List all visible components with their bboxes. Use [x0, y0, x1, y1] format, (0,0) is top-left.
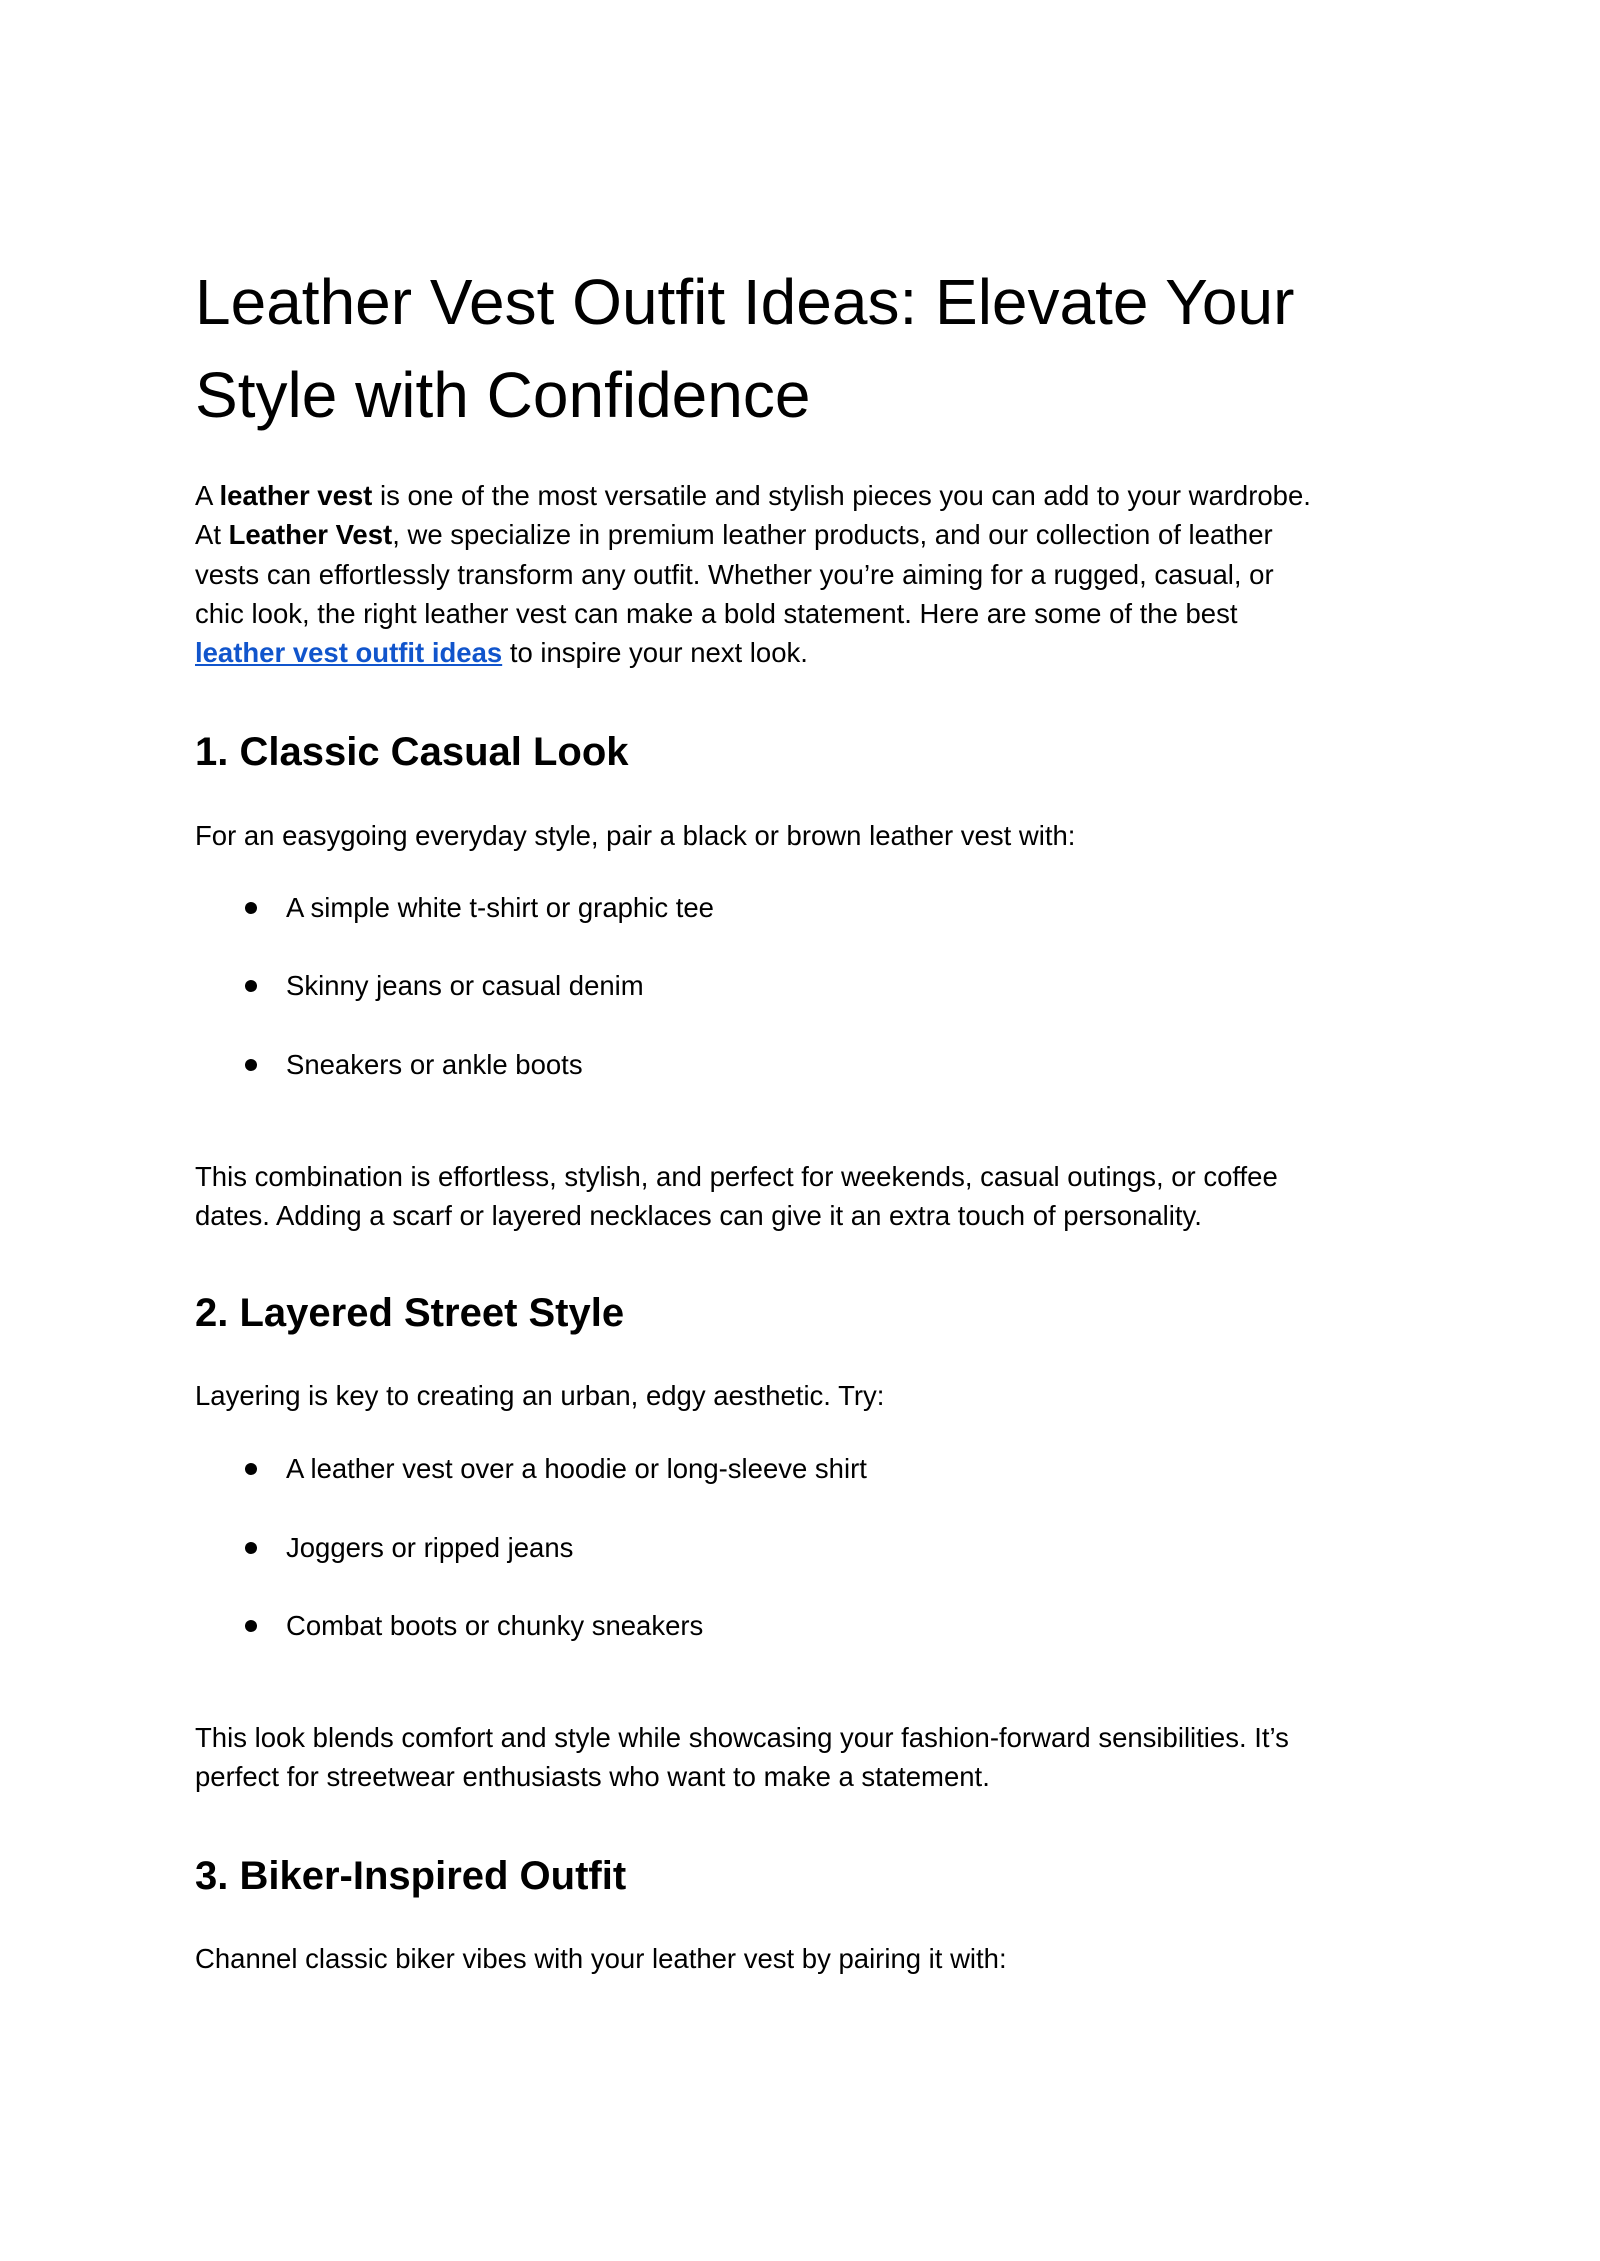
- section-heading: 3. Biker-Inspired Outfit: [195, 1854, 627, 1898]
- text: dates. Adding a scarf or layered necklaces can give it an extra touch of personality.: [195, 1200, 1202, 1232]
- list-item-text: Skinny jeans or casual denim: [286, 970, 644, 1001]
- list-item: [245, 966, 644, 1006]
- text: vests can effortlessly transform any outfit. Whether you’re aiming for a rugged, casual, or: [195, 558, 1274, 590]
- bullet-icon: [245, 1620, 257, 1632]
- text: perfect for streetwear enthusiasts who want to make a statement.: [195, 1761, 990, 1793]
- bullet-icon: [245, 980, 257, 992]
- list-item: [245, 1449, 867, 1489]
- bold-text: Leather Vest: [228, 519, 393, 551]
- text: , we specialize in premium leather products, and our collection of leather: [392, 519, 1273, 551]
- list-item-text: A leather vest over a hoodie or long-sleeve shirt: [286, 1453, 867, 1484]
- list-item-text: Combat boots or chunky sneakers: [286, 1610, 704, 1641]
- title-line: Style with Confidence: [195, 359, 811, 431]
- text: At: [195, 519, 229, 551]
- page-title: [195, 256, 1294, 442]
- list-item: [245, 1045, 583, 1085]
- title-line: Leather Vest Outfit Ideas: Elevate Your: [195, 266, 1295, 338]
- bold-text: leather vest: [219, 480, 373, 511]
- section-lead: Layering is key to creating an urban, edgy aesthetic. Try:: [195, 1380, 885, 1411]
- section-heading: 1. Classic Casual Look: [195, 730, 629, 774]
- section-closing: [195, 1157, 1278, 1236]
- text: This combination is effortless, stylish, and perfect for weekends, casual outings, or coffee: [195, 1161, 1278, 1192]
- list-item-text: Sneakers or ankle boots: [286, 1049, 583, 1080]
- text: is one of the most versatile and stylish pieces you can add to your wardrobe.: [372, 480, 1311, 511]
- section-lead: For an easygoing everyday style, pair a black or brown leather vest with:: [195, 820, 1076, 851]
- text: This look blends comfort and style while showcasing your fashion-forward sensibilities. It’s: [195, 1722, 1289, 1753]
- list-item-text: Joggers or ripped jeans: [286, 1532, 574, 1563]
- list-item-text: A simple white t-shirt or graphic tee: [286, 892, 714, 923]
- list-item: [245, 1606, 703, 1646]
- list-item: [245, 888, 714, 928]
- list-item: [245, 1528, 573, 1568]
- text: A: [195, 480, 220, 511]
- bullet-icon: [245, 902, 257, 914]
- section-closing: [195, 1718, 1289, 1797]
- section-lead: Channel classic biker vibes with your leather vest by pairing it with:: [195, 1943, 1007, 1974]
- text: chic look, the right leather vest can make a bold statement. Here are some of the best: [195, 597, 1238, 629]
- bullet-icon: [245, 1542, 257, 1554]
- bullet-icon: [245, 1463, 257, 1475]
- intro-paragraph: [195, 476, 1311, 672]
- bullet-icon: [245, 1059, 257, 1071]
- outfit-ideas-link[interactable]: leather vest outfit ideas: [195, 637, 503, 669]
- text: to inspire your next look.: [502, 637, 808, 669]
- section-heading: 2. Layered Street Style: [195, 1291, 625, 1335]
